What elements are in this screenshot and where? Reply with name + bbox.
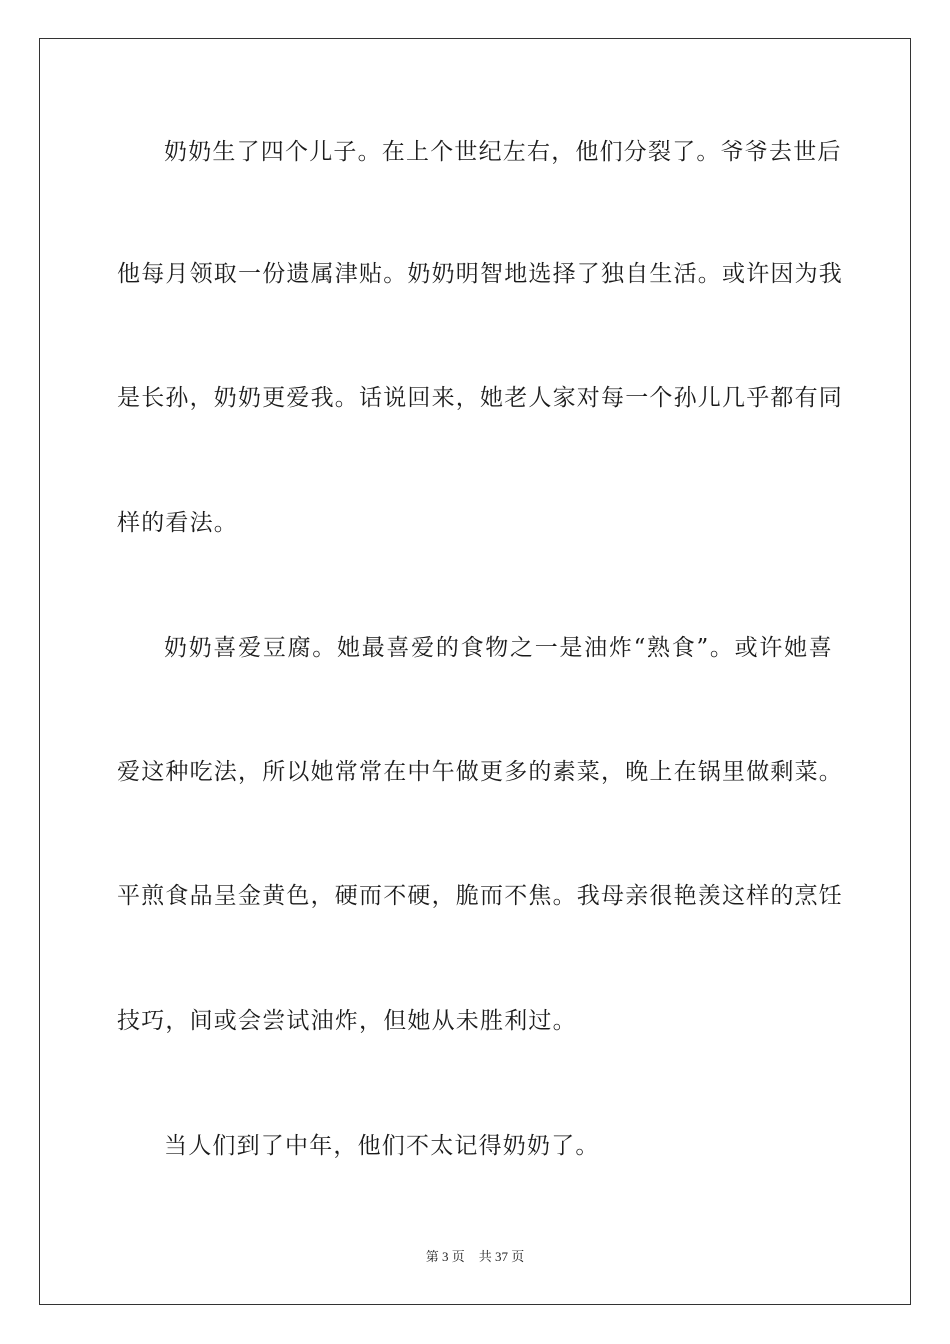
page-footer bbox=[0, 1248, 950, 1266]
page-total: 共 37 页 bbox=[478, 1249, 525, 1264]
paragraph-2-line-3: 平煎食品呈金黄色，硬而不硬，脆而不焦。我母亲很艳羡这样的烹饪 bbox=[117, 883, 843, 909]
paragraph-1-line-2: 他每月领取一份遗属津贴。奶奶明智地选择了独自生活。或许因为我 bbox=[117, 261, 843, 287]
paragraph-2-line-4: 技巧，间或会尝试油炸，但她从未胜利过。 bbox=[117, 1008, 577, 1034]
paragraph-3-line-1: 当人们到了中年，他们不太记得奶奶了。 bbox=[164, 1133, 600, 1159]
paragraph-2-line-2: 爱这种吃法，所以她常常在中午做更多的素菜，晚上在锅里做剩菜。 bbox=[117, 759, 843, 785]
paragraph-1-line-4: 样的看法。 bbox=[117, 510, 238, 536]
page-frame bbox=[39, 38, 911, 1305]
page-number: 第 3 页 bbox=[425, 1249, 465, 1264]
paragraph-2-line-1: 奶奶喜爱豆腐。她最喜爱的食物之一是油炸“熟食”。或许她喜 bbox=[164, 635, 833, 661]
paragraph-1-line-1: 奶奶生了四个儿子。在上个世纪左右，他们分裂了。爷爷去世后 bbox=[164, 139, 842, 165]
paragraph-1-line-3: 是长孙，奶奶更爱我。话说回来，她老人家对每一个孙儿几乎都有同 bbox=[117, 385, 843, 411]
